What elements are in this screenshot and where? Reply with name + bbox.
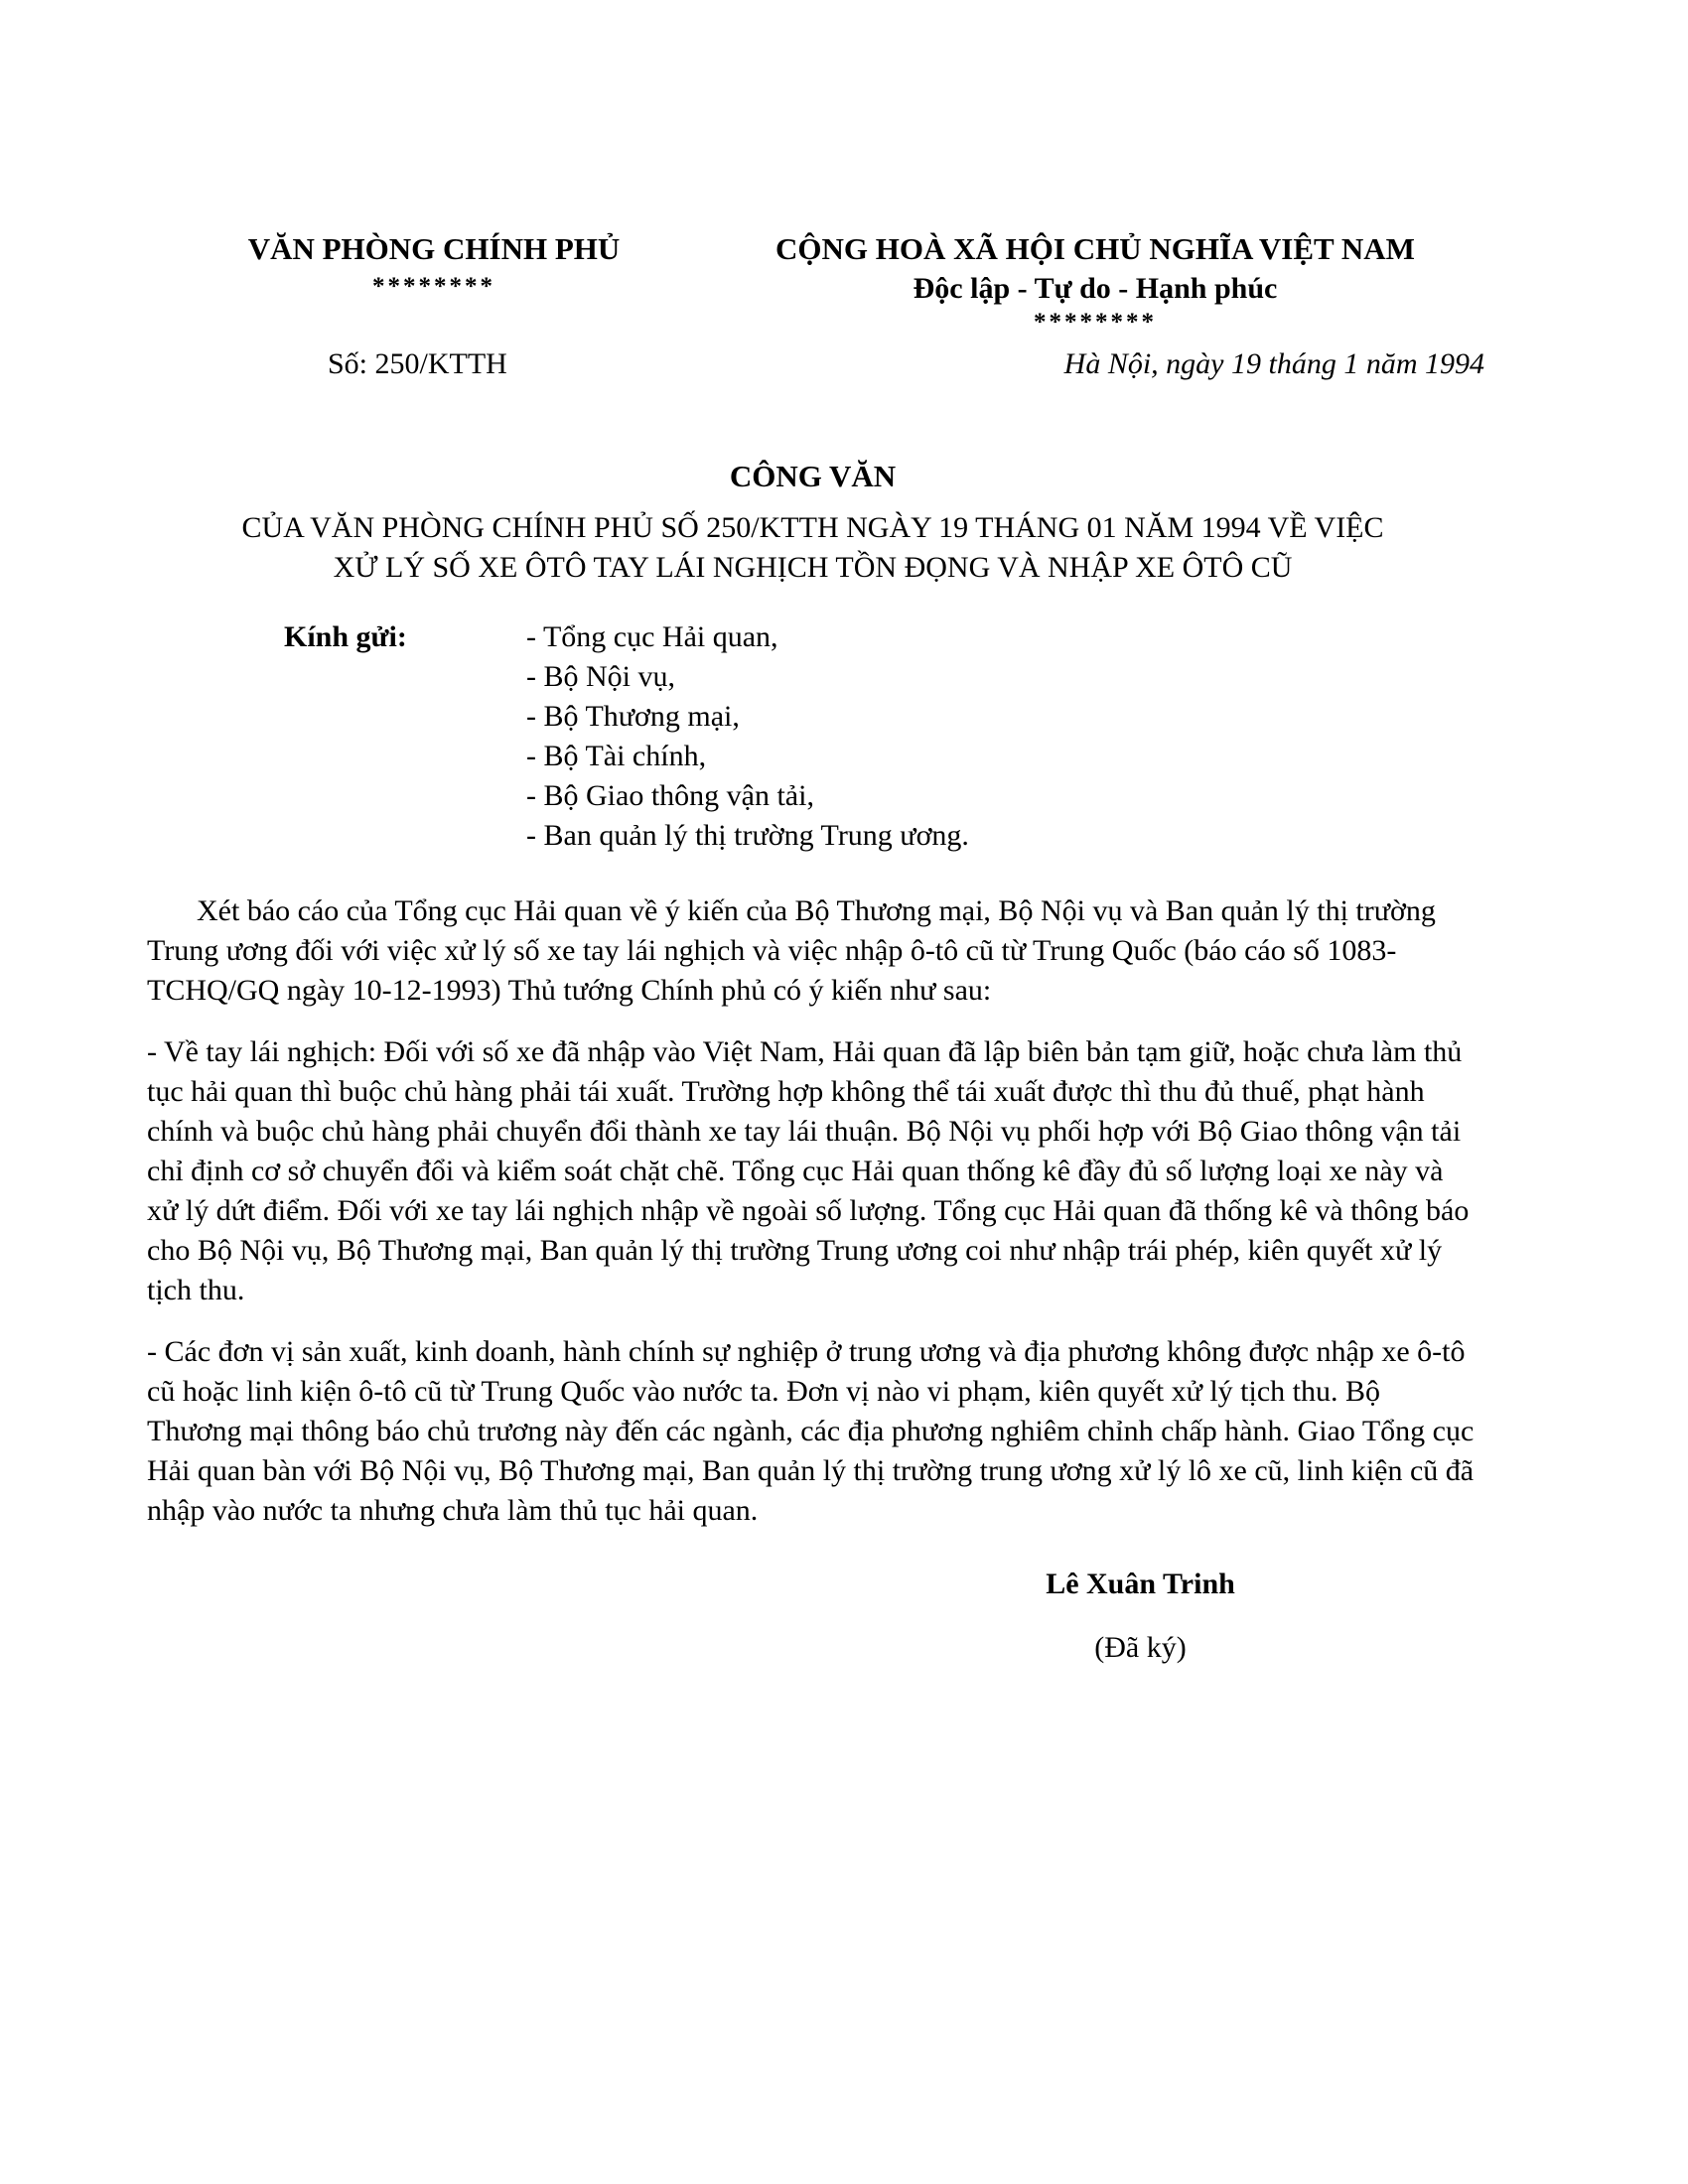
signed-note: (Đã ký) (1094, 1631, 1187, 1664)
recipients-label: Kính gửi: (284, 620, 407, 653)
recipients-block (147, 617, 1478, 856)
recipient-item: - Bộ Giao thông vận tải, (526, 779, 814, 812)
recipients-list (526, 617, 969, 856)
subtitle-line: CỦA VĂN PHÒNG CHÍNH PHỦ SỐ 250/KTTH NGÀY 19 THÁNG 01 NĂM 1994 VỀ VIỆC (241, 511, 1384, 544)
recipient-item: - Bộ Thương mại, (526, 700, 740, 733)
national-title: CỘNG HOÀ XÃ HỘI CHỦ NGHĨA VIỆT NAM (775, 231, 1415, 266)
subtitle-line: XỬ LÝ SỐ XE ÔTÔ TAY LÁI NGHỊCH TỒN ĐỌNG VÀ NHẬP XE ÔTÔ CŨ (333, 551, 1293, 584)
recipient-item: - Tổng cục Hải quan, (526, 620, 778, 653)
issuing-agency-name: VĂN PHÒNG CHÍNH PHỦ (247, 231, 621, 266)
recipient-item: - Bộ Nội vụ, (526, 660, 675, 693)
document-number: Số: 250/KTTH (328, 347, 507, 380)
document-type-title: CÔNG VĂN (729, 459, 897, 493)
issuing-agency-block (136, 230, 732, 300)
document-subtitle (147, 508, 1478, 588)
signer-name: Lê Xuân Trinh (1046, 1568, 1235, 1600)
separator-stars-left: ******** (372, 273, 495, 300)
signature-block (147, 1565, 1478, 1668)
recipient-item: - Ban quản lý thị trường Trung ương. (526, 819, 969, 852)
document-body (147, 457, 1478, 1668)
body-paragraph: - Về tay lái nghịch: Đối với số xe đã nhập vào Việt Nam, Hải quan đã lập biên bản tạm giữ, hoặc chưa làm thủ tục hải quan thì buộc chủ hàng phải tái xuất. Trường hợp không thể tái xuất được thì thu đủ thuế, phạt hành chính và buộc chủ hàng phải chuyển đổi thành xe tay lái thuận. Bộ Nội vụ phối hợp với Bộ Giao thông vận tải chỉ định cơ sở chuyển đổi và kiểm soát chặt chẽ. Tổng cục Hải quan thống kê đầy đủ số lượng loại xe này và xử lý dứt điểm. Đối với xe tay lái nghịch nhập về ngoài số lượng. Tổng cục Hải quan đã thống kê và thông báo cho Bộ Nội vụ, Bộ Thương mại, Ban quản lý thị trường Trung ương coi như nhập trái phép, kiên quyết xử lý tịch thu. (147, 1035, 1470, 1306)
place-and-date: Hà Nội, ngày 19 tháng 1 năm 1994 (1063, 347, 1484, 380)
national-header-block (748, 230, 1443, 336)
national-motto: Độc lập - Tự do - Hạnh phúc (913, 272, 1278, 305)
body-paragraph: - Các đơn vị sản xuất, kinh doanh, hành chính sự nghiệp ở trung ương và địa phương không được nhập xe ô-tô cũ hoặc linh kiện ô-tô cũ từ Trung Quốc vào nước ta. Đơn vị nào vi phạm, kiên quyết xử lý tịch thu. Bộ Thương mại thông báo chủ trương này đến các ngành, các địa phương nghiêm chỉnh chấp hành. Giao Tổng cục Hải quan bàn với Bộ Nội vụ, Bộ Thương mại, Ban quản lý thị trường trung ương xử lý lô xe cũ, linh kiện cũ đã nhập vào nước ta nhưng chưa làm thủ tục hải quan. (147, 1335, 1475, 1527)
recipient-item: - Bộ Tài chính, (526, 740, 707, 772)
separator-stars-right: ******** (1034, 309, 1157, 336)
body-paragraph: Xét báo cáo của Tổng cục Hải quan về ý kiến của Bộ Thương mại, Bộ Nội vụ và Ban quản lý thị trường Trung ương đối với việc xử lý số xe tay lái nghịch và việc nhập ô-tô cũ từ Trung Quốc (báo cáo số 1083-TCHQ/GQ ngày 10-12-1993) Thủ tướng Chính phủ có ý kiến như sau: (147, 894, 1436, 1007)
